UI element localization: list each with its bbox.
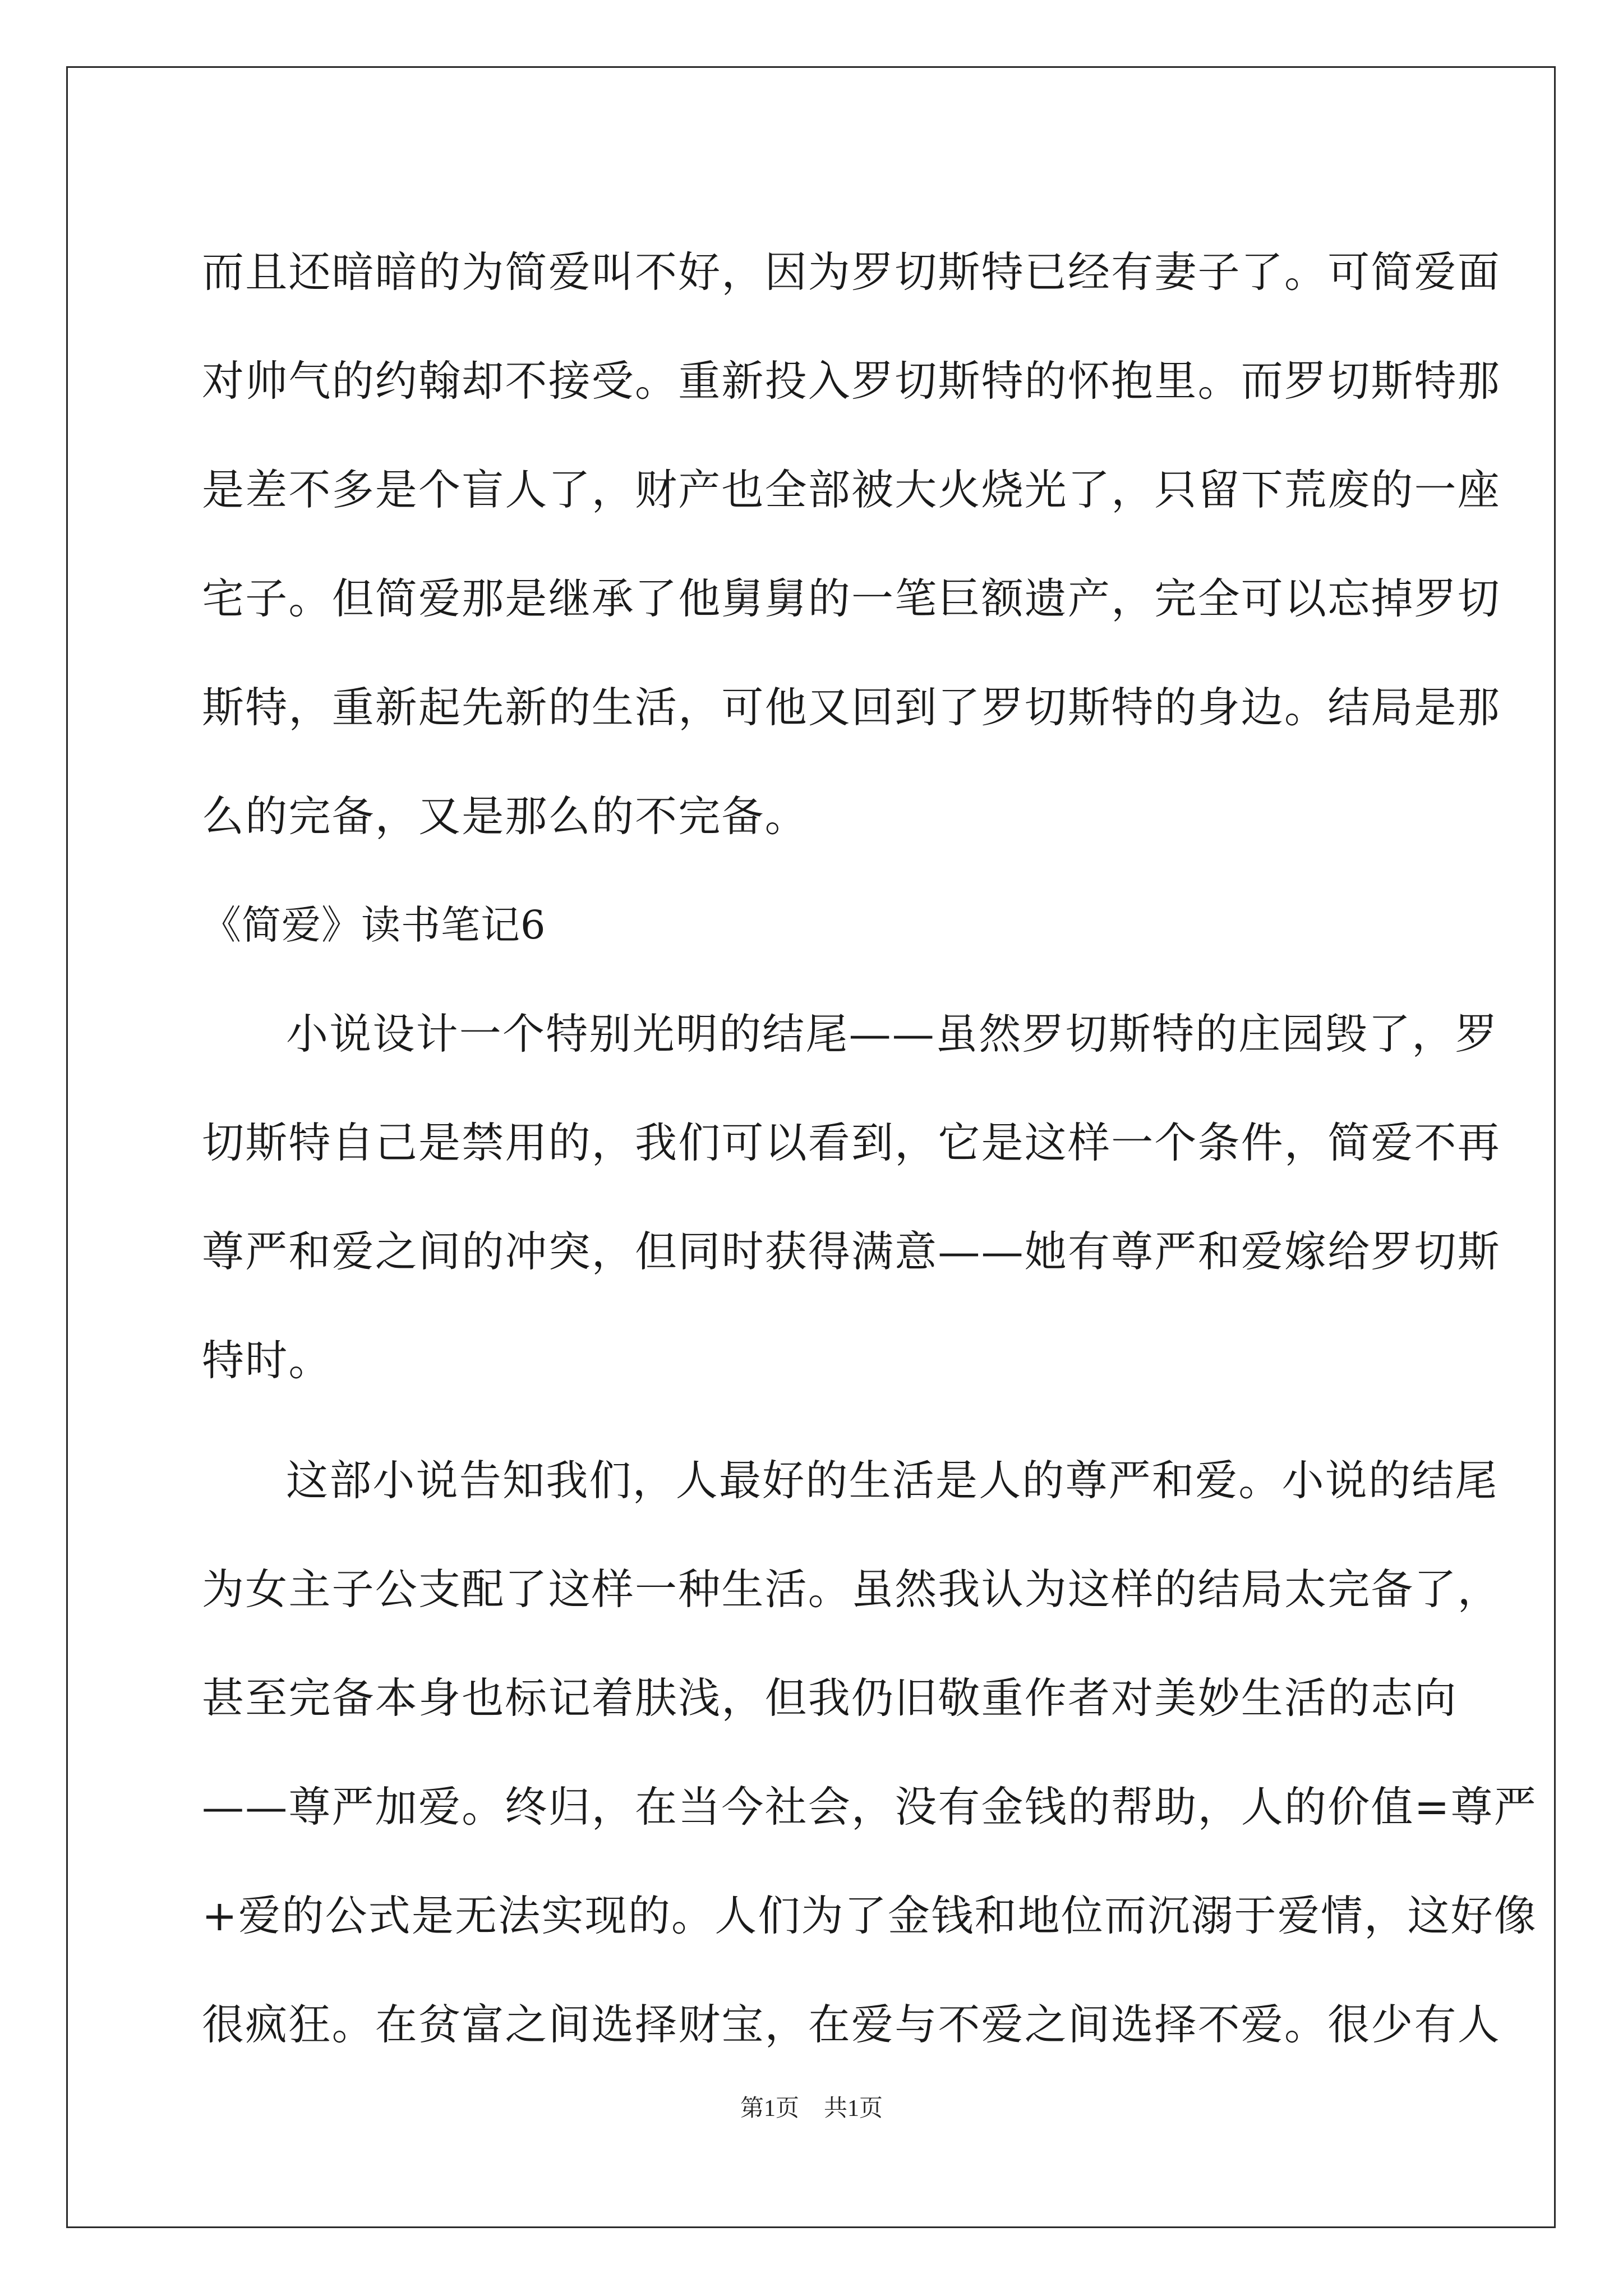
text-line: 对帅气的约翰却不接受。重新投入罗切斯特的怀抱里。而罗切斯特那	[202, 356, 1501, 406]
text-line: 而且还暗暗的为简爱叫不好，因为罗切斯特已经有妻子了。可简爱面	[202, 247, 1501, 297]
text-line: 很疯狂。在贫富之间选择财宝，在爱与不爱之间选择不爱。很少有人	[202, 2000, 1501, 2049]
text-line: 宅子。但简爱那是继承了他舅舅的一笔巨额遗产，完全可以忘掉罗切	[202, 574, 1501, 623]
document-body	[202, 218, 1538, 2079]
text-line: +爱的公式是无法实现的。人们为了金钱和地位而沉溺于爱情，这好像	[202, 1891, 1538, 1940]
paragraph-spacer	[202, 1415, 1436, 1426]
text-line: 小说设计一个特别光明的结尾——虽然罗切斯特的庄园毁了，罗	[286, 1009, 1498, 1059]
paragraph	[202, 1426, 1538, 2079]
text-line: 斯特，重新起先新的生活，可他又回到了罗切斯特的身边。结局是那	[202, 683, 1501, 732]
text-line: 切斯特自己是禁用的，我们可以看到，它是这样一个条件，简爱不再	[202, 1118, 1501, 1167]
page-footer	[0, 2090, 1623, 2123]
page-total: 共1页	[824, 2096, 883, 2122]
text-line: ——尊严加爱。终归，在当今社会，没有金钱的帮助，人的价值=尊严	[202, 1782, 1538, 1832]
text-line: 是差不多是个盲人了，财产也全部被大火烧光了，只留下荒废的一座	[202, 465, 1501, 514]
page-number: 第1页	[740, 2096, 799, 2122]
text-line: 这部小说告知我们，人最好的生活是人的尊严和爱。小说的结尾	[286, 1456, 1498, 1505]
paragraph	[202, 979, 1501, 1415]
section-heading: 《简爱》读书笔记6	[202, 902, 546, 948]
paragraph	[202, 218, 1501, 871]
text-line: 么的完备，又是那么的不完备。	[202, 792, 808, 841]
text-line: 甚至完备本身也标记着肤浅，但我仍旧敬重作者对美妙生活的志向	[202, 1673, 1458, 1723]
text-line: 为女主子公支配了这样一种生活。虽然我认为这样的结局太完备了，	[202, 1565, 1501, 1614]
text-line: 特时。	[202, 1336, 332, 1385]
text-line: 尊严和爱之间的冲突，但同时获得满意——她有尊严和爱嫁给罗切斯	[202, 1227, 1501, 1276]
